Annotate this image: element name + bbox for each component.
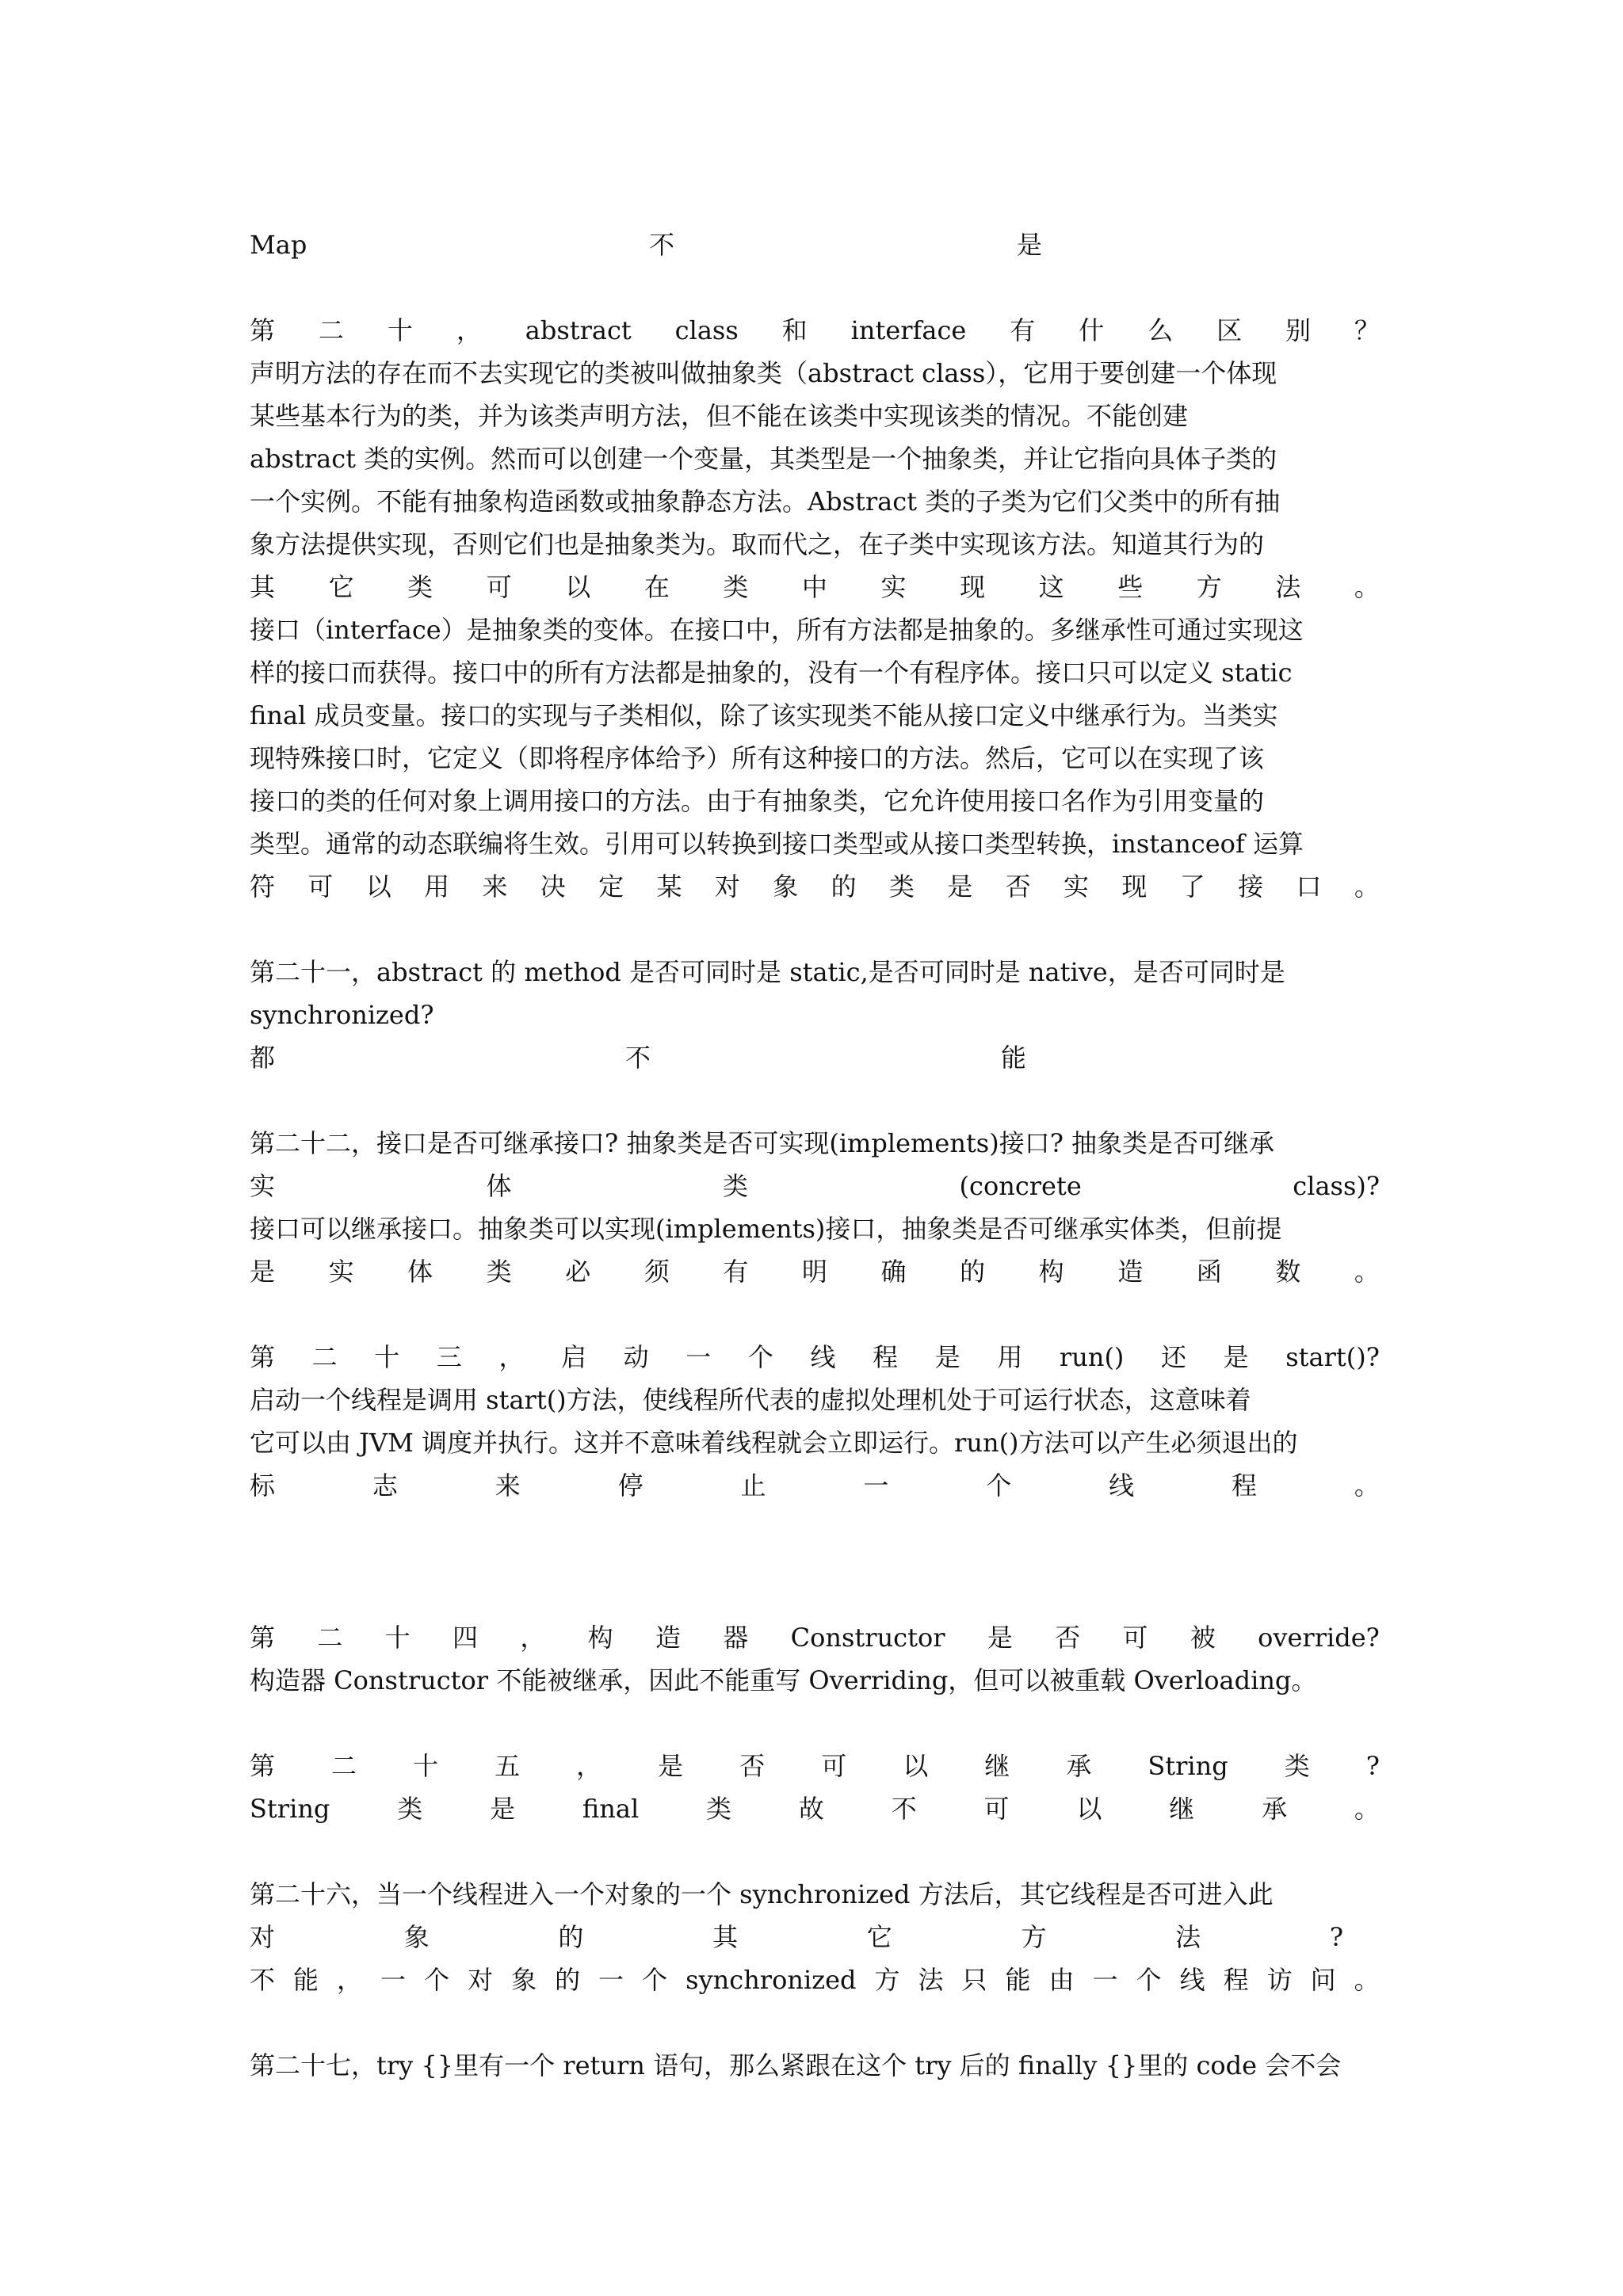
justified-word: 体 [486,1171,512,1201]
answer-22-line [250,1250,1380,1293]
justified-word: 是 [987,1623,1013,1653]
justified-word: 一 [863,1470,889,1501]
question-26-heading: 第二十六，当一个线程进入一个对象的一个 synchronized 方法后，其它线程是否可进入此 [250,1879,1274,1909]
justified-word: 明 [801,1257,827,1287]
justified-word: 象 [403,1922,430,1952]
justified-word: 还 [1161,1342,1187,1372]
justified-word: Constructor [790,1623,945,1653]
justified-word: 法 [1175,1922,1201,1952]
justified-word: 其 [250,572,276,602]
answer-20-line: 象方法提供实现，否则它们也是抽象类为。取而代之，在子类中实现该方法。知道其行为的 [250,529,1265,559]
justified-word: 不 [624,1043,651,1073]
justified-word: 类 [486,1257,512,1287]
question-21-heading-cont: synchronized? [250,1000,434,1030]
answer-20-interface-line: 接口的类的任何对象上调用接口的方法。由于有抽象类，它允许使用接口名作为引用变量的 [250,786,1265,816]
answer-20-interface-line: 现特殊接口时，它定义（即将程序体给予）所有这种接口的方法。然后，它可以在实现了该 [250,743,1265,773]
justified-word: 是 [1016,230,1042,260]
justified-word: ， [520,1623,546,1653]
justified-word: 可 [486,572,512,602]
justified-word: 一 [598,1965,624,1995]
justified-word: 第 [250,315,276,345]
question-24-heading [250,1616,1380,1659]
justified-word: 现 [1121,871,1148,902]
justified-word: 第 [250,1623,276,1653]
justified-word: 以 [1076,1794,1102,1824]
answer-25 [250,1787,1380,1830]
answer-20-interface-line: 样的接口而获得。接口中的所有方法都是抽象的，没有一个有程序体。接口只可以定义 static [250,658,1293,688]
justified-word: 能 [1005,1965,1031,1995]
justified-word: 可 [821,1751,847,1781]
justified-word: 线 [1109,1470,1135,1501]
justified-word: String [250,1794,330,1824]
justified-word: 能 [1000,1043,1026,1073]
justified-word: 它 [328,572,354,602]
justified-word: (concrete [959,1171,1082,1201]
justified-word: 继 [984,1751,1010,1781]
justified-word: ， [456,315,482,345]
justified-word: 有 [723,1257,749,1287]
justified-word: run() [1059,1342,1125,1372]
justified-word: 是 [1223,1342,1249,1372]
justified-word: 函 [1196,1257,1222,1287]
justified-word: 承 [1066,1751,1092,1781]
answer-22-line: 接口可以继承接口。抽象类可以实现(implements)接口，抽象类是否可继承实体类，但前提 [250,1214,1282,1244]
justified-word: 启 [561,1342,587,1372]
justified-word: 十 [384,1623,411,1653]
justified-word: 对 [714,871,740,902]
answer-23-line [250,1464,1380,1507]
justified-word: 继 [1169,1794,1195,1824]
justified-word: 实 [880,572,907,602]
justified-word: 的 [831,871,857,902]
answer-24: 构造器 Constructor 不能被继承，因此不能重写 Overriding，但可以被重载 Overloading。 [250,1665,1317,1695]
question-22-heading: 第二十二，接口是否可继承接口? 抽象类是否可实现(implements)接口? 抽象类是否可继承 [250,1128,1275,1158]
justified-word: 器 [723,1623,749,1653]
justified-word: 第 [250,1342,276,1372]
justified-word: class)? [1293,1171,1380,1201]
justified-word: 只 [961,1965,987,1995]
justified-word: 的 [558,1922,584,1952]
justified-word: 其 [712,1922,739,1952]
justified-word: 以 [903,1751,929,1781]
justified-word: 二 [317,1623,343,1653]
justified-word: 可 [983,1794,1010,1824]
justified-word: 象 [511,1965,537,1995]
justified-word: 个 [1136,1965,1162,1995]
justified-word: 法 [1275,572,1301,602]
justified-word: 法 [918,1965,944,1995]
justified-word: 对 [250,1922,276,1952]
justified-word: 志 [372,1470,398,1501]
justified-word: 不 [891,1794,917,1824]
justified-word: 的 [960,1257,986,1287]
justified-word: ， [498,1342,525,1372]
justified-word: 一 [685,1342,712,1372]
justified-word: 都 [250,1043,276,1073]
justified-word: 构 [1038,1257,1064,1287]
justified-word: 三 [436,1342,462,1372]
justified-word: 在 [643,572,670,602]
justified-word: 故 [798,1794,824,1824]
justified-word: 访 [1266,1965,1293,1995]
justified-word: 确 [880,1257,907,1287]
answer-21 [250,1036,1026,1079]
justified-word: ? [1329,1922,1343,1952]
justified-word: 方 [1021,1922,1047,1952]
justified-word: Map [250,230,307,260]
answer-20-line: 某些基本行为的类，并为该类声明方法，但不能在该类中实现该类的情况。不能创建 [250,401,1189,431]
justified-word: 。 [1354,1794,1380,1824]
justified-word: 造 [655,1623,681,1653]
justified-word: 区 [1216,315,1243,345]
justified-word: 二 [311,1342,338,1372]
justified-word: 。 [1354,871,1380,902]
justified-word: 四 [452,1623,478,1653]
justified-word: 停 [617,1470,643,1501]
justified-word: 用 [997,1342,1023,1372]
justified-word: 以 [565,572,591,602]
justified-word: 能 [293,1965,319,1995]
justified-word: 个 [747,1342,773,1372]
justified-word: 个 [986,1470,1012,1501]
justified-word: 来 [495,1470,521,1501]
justified-word: ， [337,1965,363,1995]
justified-word: 符 [250,871,276,902]
justified-word: 线 [810,1342,836,1372]
justified-word: 这 [1038,572,1064,602]
justified-word: interface [850,315,967,345]
justified-word: 么 [1148,315,1174,345]
question-25-heading [250,1745,1380,1787]
justified-word: ？ [1354,315,1380,345]
justified-word: 是 [934,1342,960,1372]
justified-word: 标 [250,1470,276,1501]
justified-word: 类 [706,1794,732,1824]
justified-word: 它 [866,1922,892,1952]
justified-word: 某 [656,871,682,902]
justified-word: 问 [1310,1965,1336,1995]
justified-word: 一 [1092,1965,1118,1995]
answer-20-interface-line [250,865,1380,908]
justified-word: 一 [380,1965,407,1995]
answer-20-interface-line: 接口（interface）是抽象类的变体。在接口中，所有方法都是抽象的。多继承性可通过实现这 [250,615,1304,645]
justified-word: 别 [1285,315,1312,345]
justified-word: synchronized [685,1965,857,1995]
justified-word: ? [1365,1751,1380,1781]
text-line-map-not-is [250,223,1042,266]
answer-20-interface-line: 类型。通常的动态联编将生效。引用可以转换到接口类型或从接口类型转换，instanceof 运算 [250,829,1304,859]
justified-word: 程 [873,1342,899,1372]
justified-word: 体 [407,1257,433,1287]
justified-word: 十 [387,315,413,345]
justified-word: 动 [623,1342,649,1372]
justified-word: 否 [1005,871,1031,902]
justified-word: 构 [587,1623,613,1653]
justified-word: 二 [318,315,344,345]
justified-word: String [1148,1751,1228,1781]
answer-20-line: abstract 类的实例。然而可以创建一个变量，其类型是一个抽象类，并让它指向具体子类的 [250,444,1277,474]
question-22-heading-cont [250,1165,1380,1207]
justified-word: 程 [1232,1470,1258,1501]
justified-word: 十 [374,1342,400,1372]
justified-word: 个 [642,1965,668,1995]
answer-20-line: 声明方法的存在而不去实现它的类被叫做抽象类（abstract class），它用于要创建一个体现 [250,358,1277,388]
justified-word: override? [1258,1623,1380,1653]
answer-23-line: 它可以由 JVM 调度并执行。这并不意味着线程就会立即运行。run()方法可以产生必须退出的 [250,1428,1298,1458]
justified-word: 现 [960,572,986,602]
justified-word: 类 [397,1794,423,1824]
justified-word: 。 [1354,1965,1380,1995]
justified-word: 数 [1275,1257,1301,1287]
justified-word: 来 [482,871,508,902]
justified-word: 不 [250,1965,276,1995]
justified-word: 了 [1179,871,1205,902]
question-23-heading [250,1336,1380,1379]
question-26-heading-cont [250,1916,1343,1958]
justified-word: 方 [1196,572,1222,602]
justified-word: 实 [328,1257,354,1287]
answer-26 [250,1958,1380,2001]
justified-word: 五 [495,1751,521,1781]
justified-word: 第 [250,1751,276,1781]
justified-word: 类 [888,871,915,902]
justified-word: 类 [723,572,749,602]
justified-word: 象 [773,871,799,902]
justified-word: 承 [1262,1794,1288,1824]
justified-word: 止 [740,1470,766,1501]
justified-word: 以 [365,871,391,902]
justified-word: ， [576,1751,602,1781]
justified-word: 。 [1354,1257,1380,1287]
answer-20-line [250,566,1380,608]
justified-word: 否 [739,1751,766,1781]
justified-word: 决 [540,871,566,902]
justified-word: 和 [781,315,808,345]
justified-word: 由 [1048,1965,1075,1995]
justified-word: 定 [598,871,624,902]
justified-word: start()? [1285,1342,1380,1372]
answer-23-line: 启动一个线程是调用 start()方法，使线程所代表的虚拟处理机处于可运行状态，这意味着 [250,1385,1251,1415]
justified-word: 是 [490,1794,516,1824]
justified-word: 接 [1238,871,1264,902]
justified-word: 被 [1190,1623,1216,1653]
justified-word: 什 [1079,315,1105,345]
justified-word: 二 [331,1751,357,1781]
justified-word: 些 [1117,572,1144,602]
justified-word: 。 [1354,1470,1380,1501]
answer-20-line: 一个实例。不能有抽象构造函数或抽象静态方法。Abstract 类的子类为它们父类中的所有抽 [250,486,1281,517]
question-27-heading: 第二十七，try {}里有一个 return 语句，那么紧跟在这个 try 后的 finally {}里的 code 会不会 [250,2050,1342,2081]
justified-word: 十 [413,1751,439,1781]
justified-word: 可 [307,871,334,902]
justified-word: final [582,1794,640,1824]
justified-word: 程 [1223,1965,1249,1995]
justified-word: 是 [658,1751,684,1781]
answer-20-interface-line: final 成员变量。接口的实现与子类相似，除了该实现类不能从接口定义中继承行为。当类实 [250,700,1278,730]
justified-word: 用 [424,871,450,902]
justified-word: 口 [1296,871,1322,902]
justified-word: 对 [468,1965,494,1995]
justified-word: 必 [565,1257,591,1287]
justified-word: 类 [723,1171,749,1201]
justified-word: 须 [643,1257,670,1287]
justified-word: 否 [1055,1623,1081,1653]
justified-word: 的 [555,1965,581,1995]
justified-word: 可 [1122,1623,1148,1653]
justified-word: 线 [1179,1965,1205,1995]
justified-word: 类 [1284,1751,1310,1781]
question-21-heading: 第二十一，abstract 的 method 是否可同时是 static,是否可同时是 native，是否可同时是 [250,957,1285,987]
justified-word: abstract [525,315,632,345]
justified-word: class [674,315,739,345]
justified-word: 个 [424,1965,450,1995]
justified-word: 类 [407,572,433,602]
justified-word: 有 [1010,315,1036,345]
justified-word: 。 [1354,572,1380,602]
justified-word: 实 [250,1171,276,1201]
justified-word: 造 [1117,1257,1144,1287]
justified-word: 方 [874,1965,900,1995]
question-20-heading [250,309,1380,352]
justified-word: 是 [250,1257,276,1287]
justified-word: 不 [649,230,675,260]
justified-word: 实 [1064,871,1090,902]
justified-word: 中 [801,572,827,602]
justified-word: 是 [947,871,973,902]
